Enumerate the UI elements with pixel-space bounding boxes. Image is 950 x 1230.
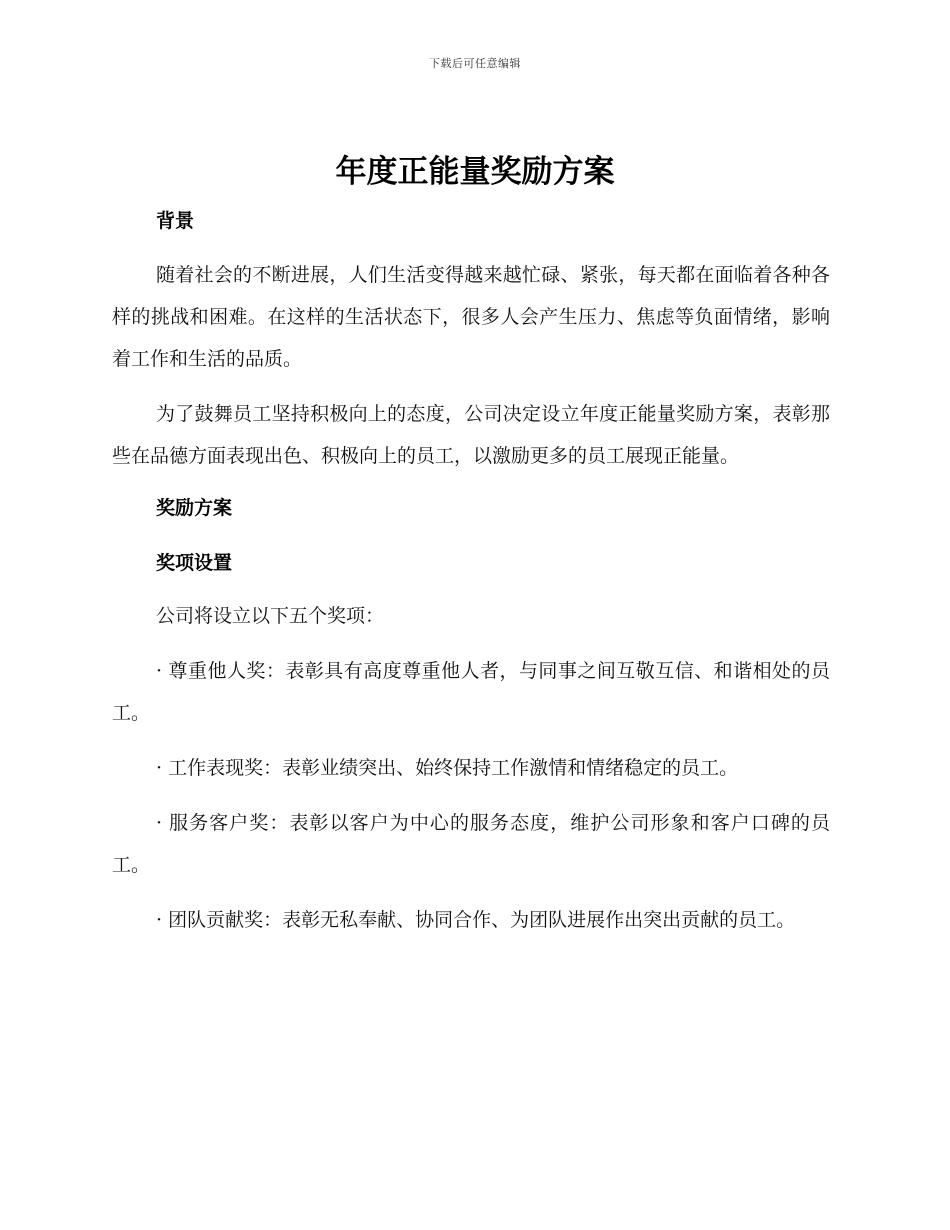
award-item-respect: · 尊重他人奖：表彰具有高度尊重他人者，与同事之间互敬互信、和谐相处的员工。 [112, 660, 830, 724]
award-item-performance: · 工作表现奖：表彰业绩突出、始终保持工作激情和情绪稳定的员工。 [156, 757, 739, 779]
background-paragraph-2: 为了鼓舞员工坚持积极向上的态度，公司决定设立年度正能量奖励方案，表彰那些在品德方面表现出色、积极向上的员工，以激励更多的员工展现正能量。 [112, 403, 830, 467]
document-title: 年度正能量奖励方案 [335, 154, 615, 190]
award-item-customer-service: · 服务客户奖：表彰以客户为中心的服务态度，维护公司形象和客户口碑的员工。 [112, 812, 830, 876]
section-heading-background: 背景 [156, 210, 195, 232]
document-body [112, 202, 830, 954]
section-heading-plan: 奖励方案 [156, 497, 233, 519]
header-note: 下载后可任意编辑 [429, 57, 521, 70]
section-heading-awards: 奖项设置 [156, 552, 233, 574]
awards-intro: 公司将设立以下五个奖项： [156, 605, 385, 627]
background-paragraph-1: 随着社会的不断进展，人们生活变得越来越忙碌、紧张，每天都在面临着各种各样的挑战和困难。在这样的生活状态下，很多人会产生压力、焦虑等负面情绪，影响着工作和生活的品质。 [112, 264, 830, 370]
award-item-team-contribution: · 团队贡献奖：表彰无私奉献、协同合作、为团队进展作出突出贡献的员工。 [156, 909, 796, 931]
